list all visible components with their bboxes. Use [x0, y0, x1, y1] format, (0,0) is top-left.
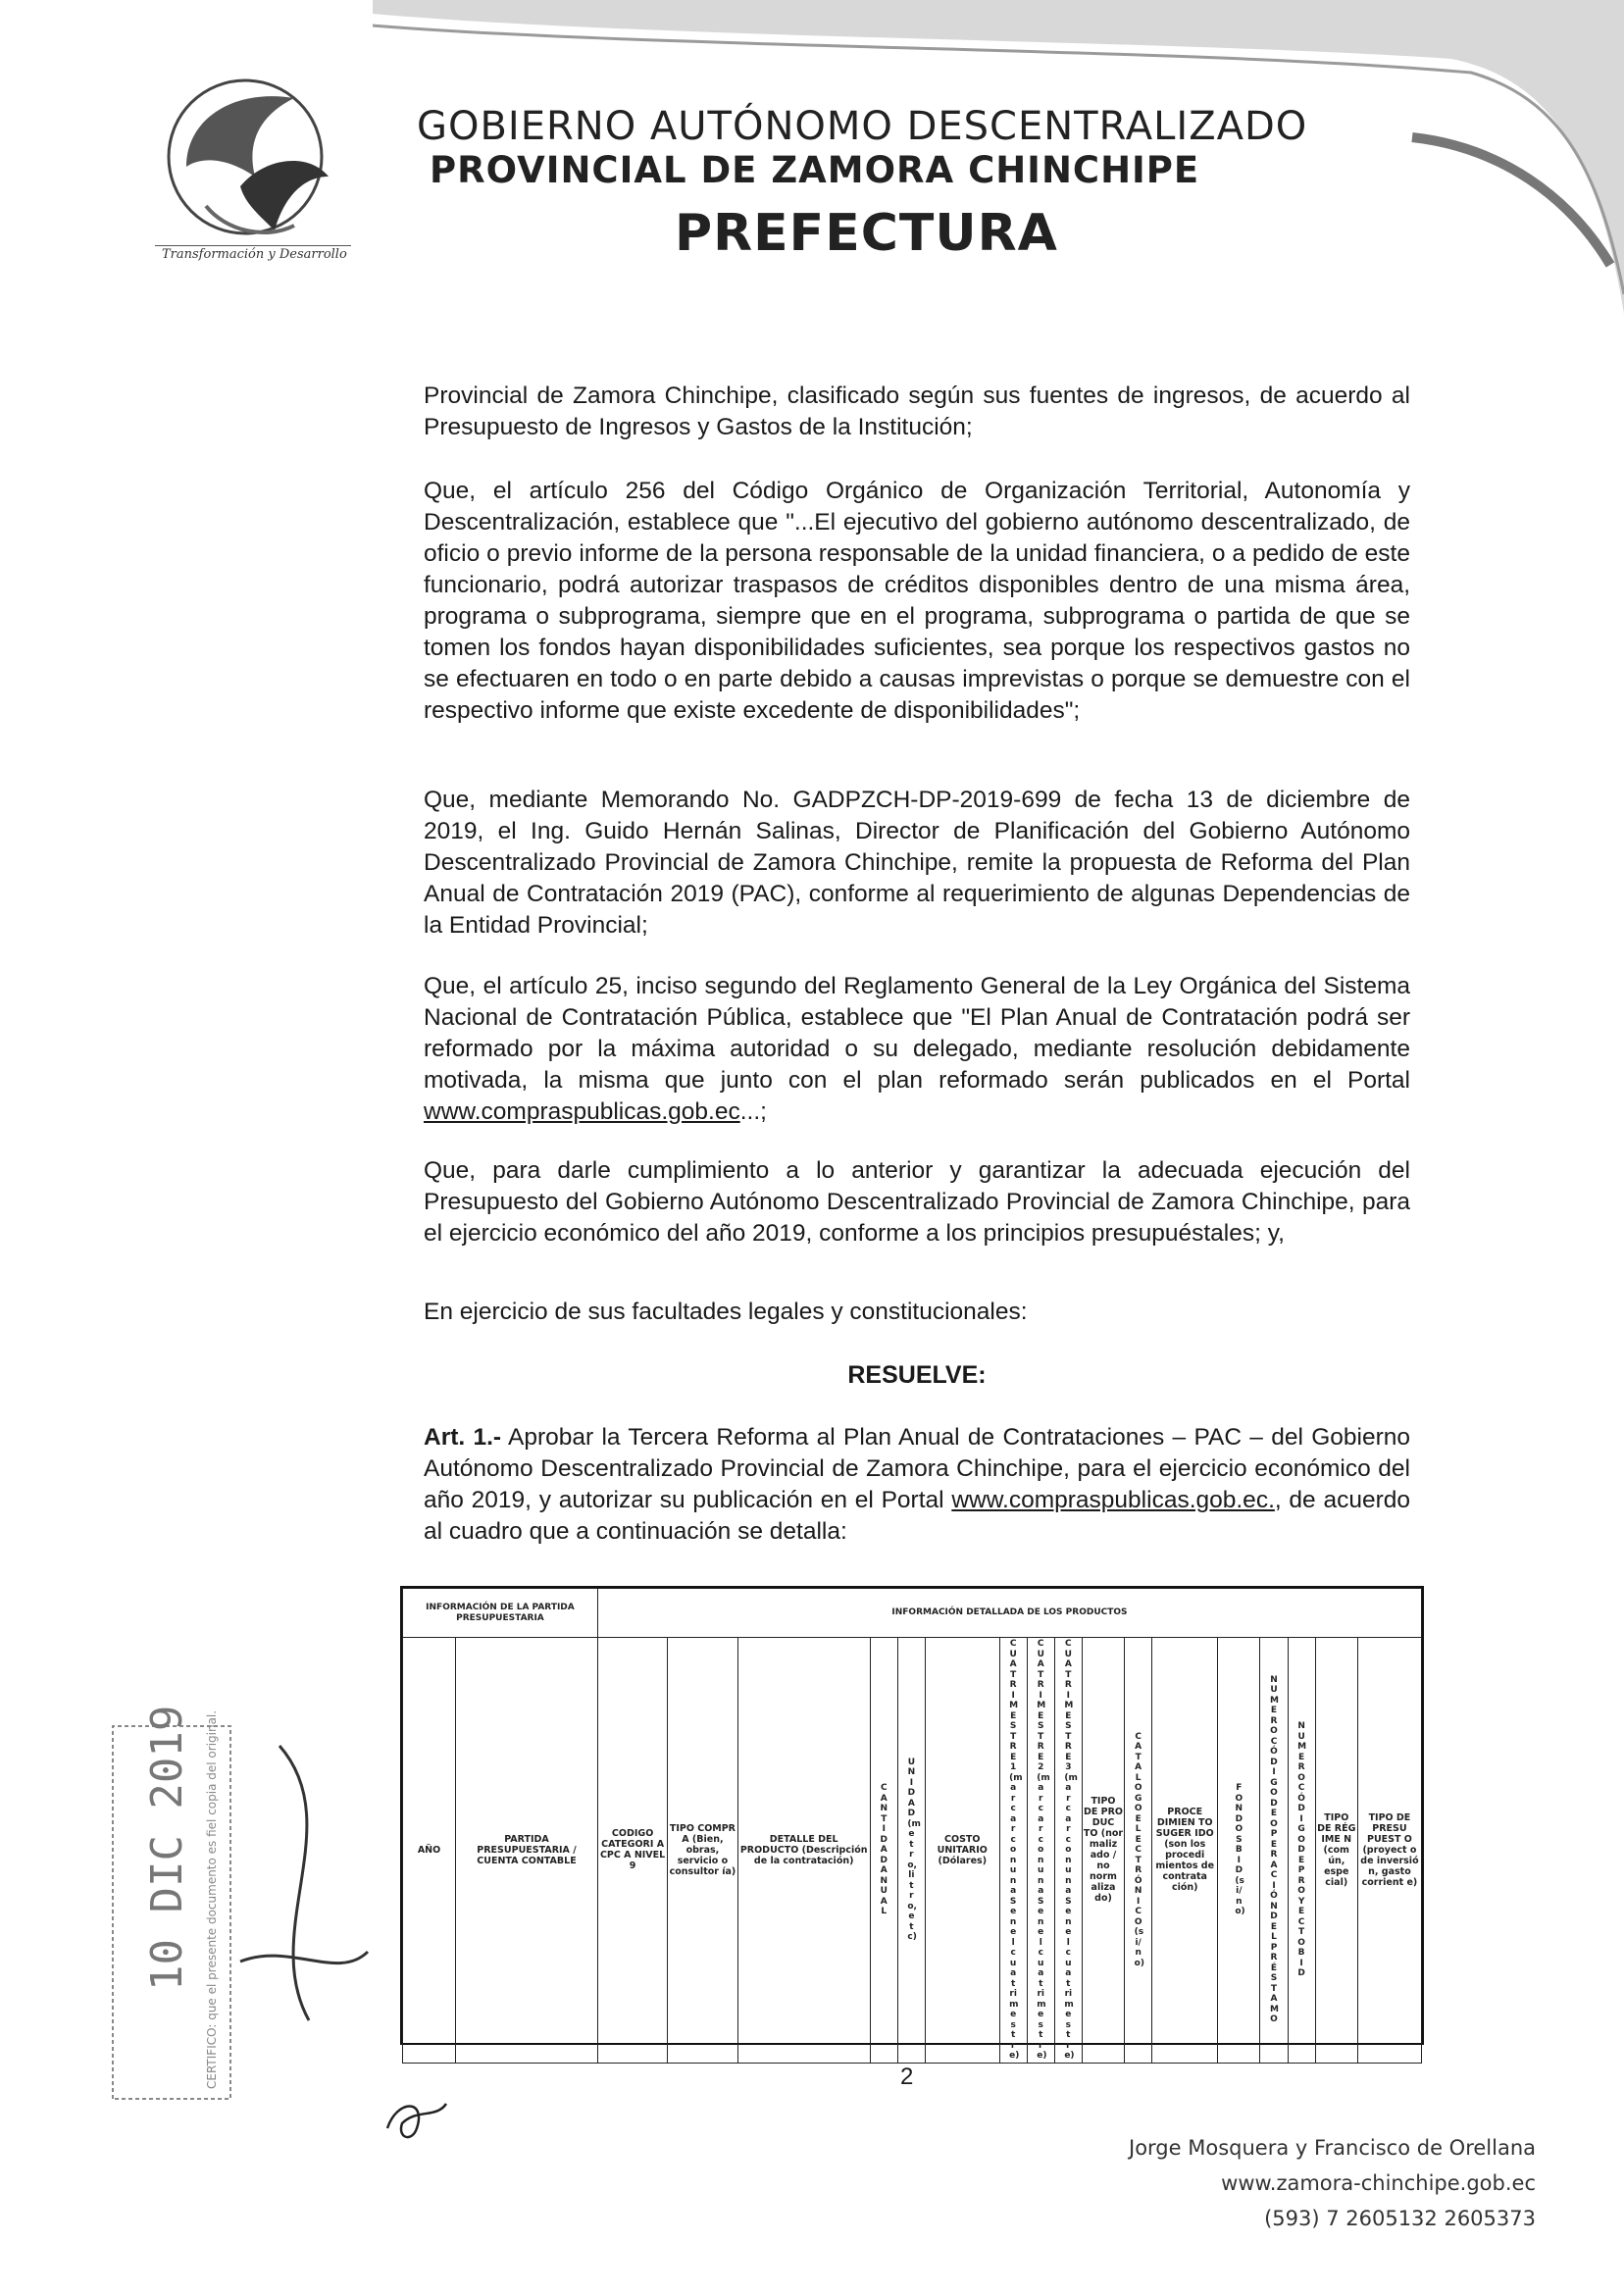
table-column-header: CUATRIMESTRE2(marcarconunaSenelcuatrimestre) — [1027, 1638, 1054, 2064]
table-group-partida: INFORMACIÓN DE LA PARTIDA PRESUPUESTARIA — [403, 1589, 598, 1638]
footer-website[interactable]: www.zamora-chinchipe.gob.ec — [1221, 2171, 1536, 2195]
table-column-header: AÑO — [403, 1638, 456, 2064]
portal-link-2[interactable]: www.compraspublicas.gob.ec. — [951, 1487, 1275, 1513]
table-column-header: CATALOGOELECTRÓNICO(si/no) — [1125, 1638, 1152, 2064]
table-column-header: TIPO DE RÉG IME N (com ún, espe cial) — [1315, 1638, 1357, 2064]
header-line-1: GOBIERNO AUTÓNOMO DESCENTRALIZADO — [417, 104, 1308, 149]
paragraph-6: En ejercicio de sus facultades legales y constitucionales: — [424, 1299, 1028, 1325]
article-1: Art. 1.- Aprobar la Tercera Reforma al Plan Anual de Contrataciones – PAC – del Gobierno Autónomo Descentralizado Provincial de Zamora Chinchipe, para el ejercicio económico del año 2019, y autorizar su publicación en el Portal www.compraspublicas.gob.ec., de acuerdo al cuadro que a continuación se detalla: — [424, 1424, 1410, 1545]
table-column-header: DETALLE DEL PRODUCTO (Descripción de la contratación) — [737, 1638, 870, 2064]
signature-mark — [240, 1746, 368, 2020]
pac-table — [400, 1586, 1424, 2061]
table-column-header: CUATRIMESTRE1(marcarconunaSenelcuatrimestre) — [999, 1638, 1027, 2064]
page-number: 2 — [900, 2064, 914, 2090]
certification-stamp — [93, 1707, 387, 2118]
table-group-productos: INFORMACIÓN DETALLADA DE LOS PRODUCTOS — [597, 1589, 1421, 1638]
paragraph-4: Que, el artículo 25, inciso segundo del Reglamento General de la Ley Orgánica del Sistema Nacional de Contratación Pública, establece que "El Plan Anual de Contratación podrá ser reformado por la máxima autoridad o su delegado, mediante resolución debidamente motivada, la misma que junto con el plan reformado serán publicados en el Portal www.compraspublicas.gob.ec...; — [424, 973, 1410, 1125]
logo-caption: Transformación y Desarrollo — [162, 247, 347, 262]
logo-divider — [155, 245, 351, 246]
table-column-header: CUATRIMESTRE3(marcarconunaSenelcuatrimestre) — [1054, 1638, 1082, 2064]
stamp-text: CERTIFICO: que el presente documento es fiel copia del original. — [205, 1709, 219, 2089]
table-column-header: PARTIDA PRESUPUESTARIA / CUENTA CONTABLE — [456, 1638, 598, 2064]
stamp-date: 10 DIC 2019 — [142, 1707, 192, 1991]
table-column-header: PROCE DIMIEN TO SUGER IDO (son los procedi mientos de contrata ción) — [1152, 1638, 1218, 2064]
table-column-header: TIPO COMPR A (Bien, obras, servicio o consultor ía) — [668, 1638, 737, 2064]
logo-emblem-icon — [147, 59, 353, 245]
table-column-header: TIPO DE PRESU PUEST O (proyect o de inversió n, gasto corrient e) — [1357, 1638, 1421, 2064]
header-title: PREFECTURA — [675, 204, 1058, 263]
table-column-header: NUMEROCÓDIGODEPROYECTOBID — [1288, 1638, 1315, 2064]
table-column-header: COSTO UNITARIO (Dólares) — [925, 1638, 999, 2064]
paragraph-3: Que, mediante Memorando No. GADPZCH-DP-2019-699 de fecha 13 de diciembre de 2019, el Ing. Guido Hernán Salinas, Director de Planificación del Gobierno Autónomo Descentralizado Provincial de Zamora Chinchipe, remite la propuesta de Reforma del Plan Anual de Contratación 2019 (PAC), conforme al requerimiento de algunas Dependencias de la Entidad Provincial; — [424, 787, 1410, 939]
table-column-header: CODIGO CATEGORI A CPC A NIVEL 9 — [597, 1638, 667, 2064]
article-label: Art. 1.- — [424, 1424, 502, 1451]
footer-address: Jorge Mosquera y Francisco de Orellana — [1129, 2136, 1536, 2160]
table-column-header: TIPO DE PRO DUC TO (nor maliz ado / no norm aliza do) — [1082, 1638, 1124, 2064]
resuelve-heading: RESUELVE: — [847, 1361, 987, 1389]
paragraph-1: Provincial de Zamora Chinchipe, clasificado según sus fuentes de ingresos, de acuerdo al Presupuesto de Ingresos y Gastos de la Institución; — [424, 382, 1410, 440]
initials-signature — [378, 2089, 456, 2148]
portal-link[interactable]: www.compraspublicas.gob.ec — [424, 1098, 740, 1125]
paragraph-5: Que, para darle cumplimiento a lo anterior y garantizar la adecuada ejecución del Presupuesto del Gobierno Autónomo Descentralizado Provincial de Zamora Chinchipe, para el ejercicio económico del año 2019, conforme a los principios presupuéstales; y, — [424, 1157, 1410, 1247]
table-column-header: NUMEROCÓDIGODEOPERACIÓNDELPRÉSTAMO — [1260, 1638, 1288, 2064]
table-column-header: CANTIDADANUAL — [870, 1638, 897, 2064]
paragraph-2: Que, el artículo 256 del Código Orgánico de Organización Territorial, Autonomía y Descentralización, establece que "...El ejecutivo del gobierno autónomo descentralizado, de oficio o previo informe de la persona responsable de la unidad financiera, o a pedido de este funcionario, podrá autorizar traspasos de créditos disponibles dentro de una misma área, programa o subprograma, siempre que en el programa, subprograma o partida de que se tomen los fondos hayan disponibilidades suficientes, sea porque los respectivos gastos no se efectuaren en todo o en parte debido a causas imprevistas o porque se demuestre con el respectivo informe que existe excedente de disponibilidades"; — [424, 478, 1410, 724]
footer-phone: (593) 7 2605132 2605373 — [1264, 2207, 1536, 2230]
table-column-header: FONDOSBID(si/no) — [1218, 1638, 1260, 2064]
header-line-2: PROVINCIAL DE ZAMORA CHINCHIPE — [430, 149, 1200, 191]
table-column-header: UNIDAD(metro,litro,etc) — [897, 1638, 925, 2064]
